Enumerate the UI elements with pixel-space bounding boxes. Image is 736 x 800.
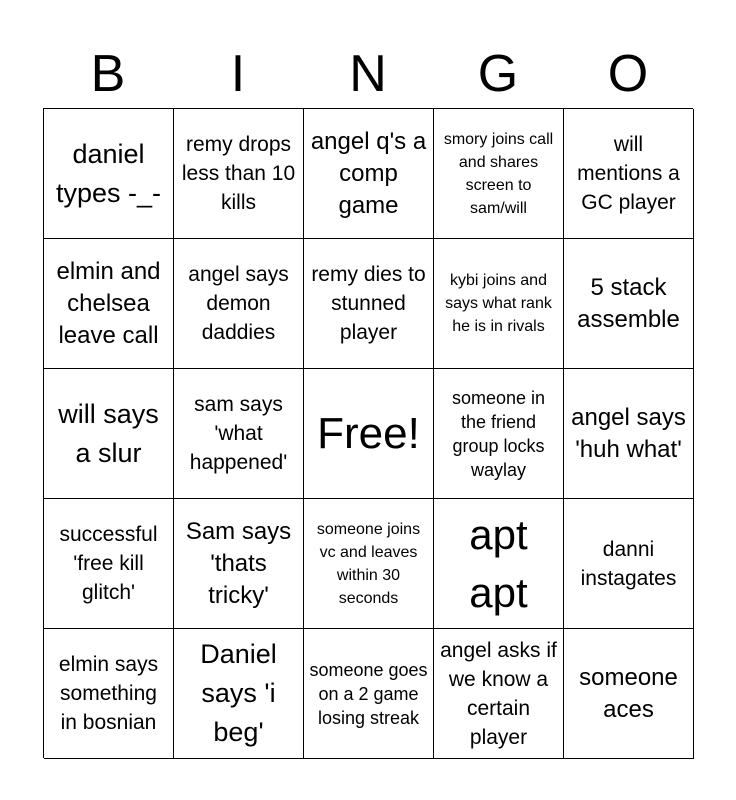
bingo-cell[interactable] [174, 239, 304, 369]
bingo-cell-text: remy dies to stunned player [311, 263, 426, 344]
bingo-cell-text: angel asks if we know a certain player [440, 638, 557, 749]
bingo-cell[interactable] [44, 369, 174, 499]
bingo-cell-text: 5 stack assemble [577, 273, 680, 333]
bingo-cell[interactable] [304, 499, 434, 629]
bingo-cell[interactable] [434, 109, 564, 239]
bingo-cell[interactable] [564, 109, 694, 239]
bingo-cell-text: someone goes on a 2 game losing streak [309, 659, 428, 728]
bingo-cell[interactable] [434, 499, 564, 629]
free-space-cell[interactable] [304, 369, 434, 499]
bingo-cell-text: elmin says something in bosnian [58, 653, 159, 734]
bingo-cell-text: apt apt [469, 510, 528, 616]
title-letter-n: N [349, 45, 387, 103]
title-letter-i: I [230, 45, 246, 103]
bingo-cell[interactable] [564, 629, 694, 759]
bingo-card-grid [43, 108, 693, 758]
bingo-cell-text: remy drops less than 10 kills [181, 133, 296, 214]
bingo-cell-text: someone aces [579, 663, 678, 723]
bingo-cell-text: angel says 'huh what' [571, 403, 686, 463]
bingo-cell[interactable] [44, 629, 174, 759]
bingo-title [43, 40, 693, 108]
bingo-cell-text: sam says 'what happened' [189, 393, 288, 474]
bingo-cell-text: angel says demon daddies [188, 263, 289, 344]
bingo-cell[interactable] [304, 239, 434, 369]
bingo-cell-text: kybi joins and says what rank he is in rivals [445, 272, 552, 335]
bingo-cell[interactable] [564, 369, 694, 499]
free-space-text: Free! [317, 408, 420, 458]
bingo-cell[interactable] [434, 239, 564, 369]
bingo-cell[interactable] [174, 109, 304, 239]
title-letter-g: G [477, 45, 519, 103]
title-letter-o: O [607, 45, 649, 103]
bingo-cell[interactable] [564, 239, 694, 369]
bingo-cell[interactable] [564, 499, 694, 629]
bingo-cell[interactable] [174, 369, 304, 499]
bingo-cell[interactable] [434, 629, 564, 759]
bingo-cell-text: Sam says 'thats tricky' [185, 517, 292, 609]
title-letter-b: B [90, 45, 126, 103]
bingo-cell-text: Daniel says 'i beg' [200, 639, 277, 747]
bingo-cell-text: daniel types -_- [55, 138, 162, 208]
bingo-cell-text: danni instagates [580, 537, 677, 590]
bingo-cell[interactable] [44, 109, 174, 239]
bingo-cell[interactable] [174, 499, 304, 629]
bingo-cell-text: elmin and chelsea leave call [56, 257, 161, 349]
bingo-cell-text: will says a slur [58, 398, 159, 468]
bingo-cell[interactable] [304, 629, 434, 759]
bingo-cell[interactable] [44, 499, 174, 629]
bingo-cell[interactable] [174, 629, 304, 759]
bingo-cell-text: will mentions a GC player [577, 133, 680, 214]
bingo-cell-text: someone in the friend group locks waylay [451, 387, 546, 480]
bingo-cell-text: someone joins vc and leaves within 30 seconds [316, 520, 421, 607]
bingo-cell-text: angel q's a comp game [310, 127, 427, 219]
bingo-cell-text: smory joins call and shares screen to sam/will [443, 130, 554, 217]
bingo-cell-text: successful 'free kill glitch' [59, 523, 158, 604]
bingo-cell[interactable] [434, 369, 564, 499]
bingo-cell[interactable] [304, 109, 434, 239]
bingo-cell[interactable] [44, 239, 174, 369]
